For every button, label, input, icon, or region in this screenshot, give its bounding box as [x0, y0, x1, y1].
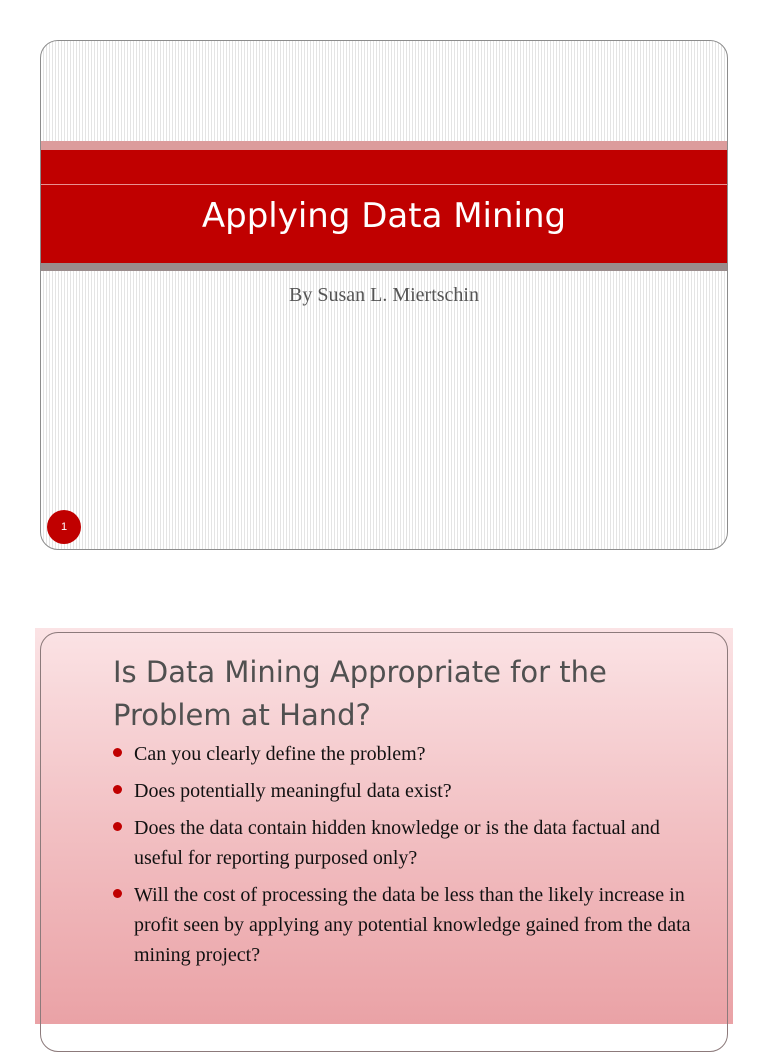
bullet-dot-icon — [113, 748, 122, 757]
content-slide-background — [35, 628, 733, 1024]
title-band — [41, 150, 727, 263]
bullet-dot-icon — [113, 785, 122, 794]
bullet-text: Does potentially meaningful data exist? — [134, 780, 452, 802]
content-slide — [40, 632, 728, 1052]
title-band-top-stripe — [41, 141, 727, 150]
slide-number-badge: 1 — [47, 510, 81, 544]
content-slide-title: Is Data Mining Appropriate for the Problem at Hand? — [113, 655, 607, 732]
list-item — [113, 776, 703, 806]
bullet-list — [113, 739, 703, 977]
bullet-text: Does the data contain hidden knowledge or is the data factual and useful for reporting purposed only? — [134, 817, 660, 869]
title-band-divider — [41, 184, 727, 185]
list-item — [113, 880, 703, 970]
title-band-bottom-stripe — [41, 263, 727, 271]
title-slide — [40, 40, 728, 550]
bullet-text: Can you clearly define the problem? — [134, 743, 426, 765]
list-item — [113, 739, 703, 769]
slide-title: Applying Data Mining — [201, 196, 567, 236]
bullet-text: Will the cost of processing the data be less than the likely increase in profit seen by applying any potential knowledge gained from the data mining project? — [134, 884, 691, 966]
list-item — [113, 813, 703, 873]
slide-subtitle: By Susan L. Miertschin — [289, 284, 479, 306]
bullet-dot-icon — [113, 822, 122, 831]
bullet-dot-icon — [113, 889, 122, 898]
